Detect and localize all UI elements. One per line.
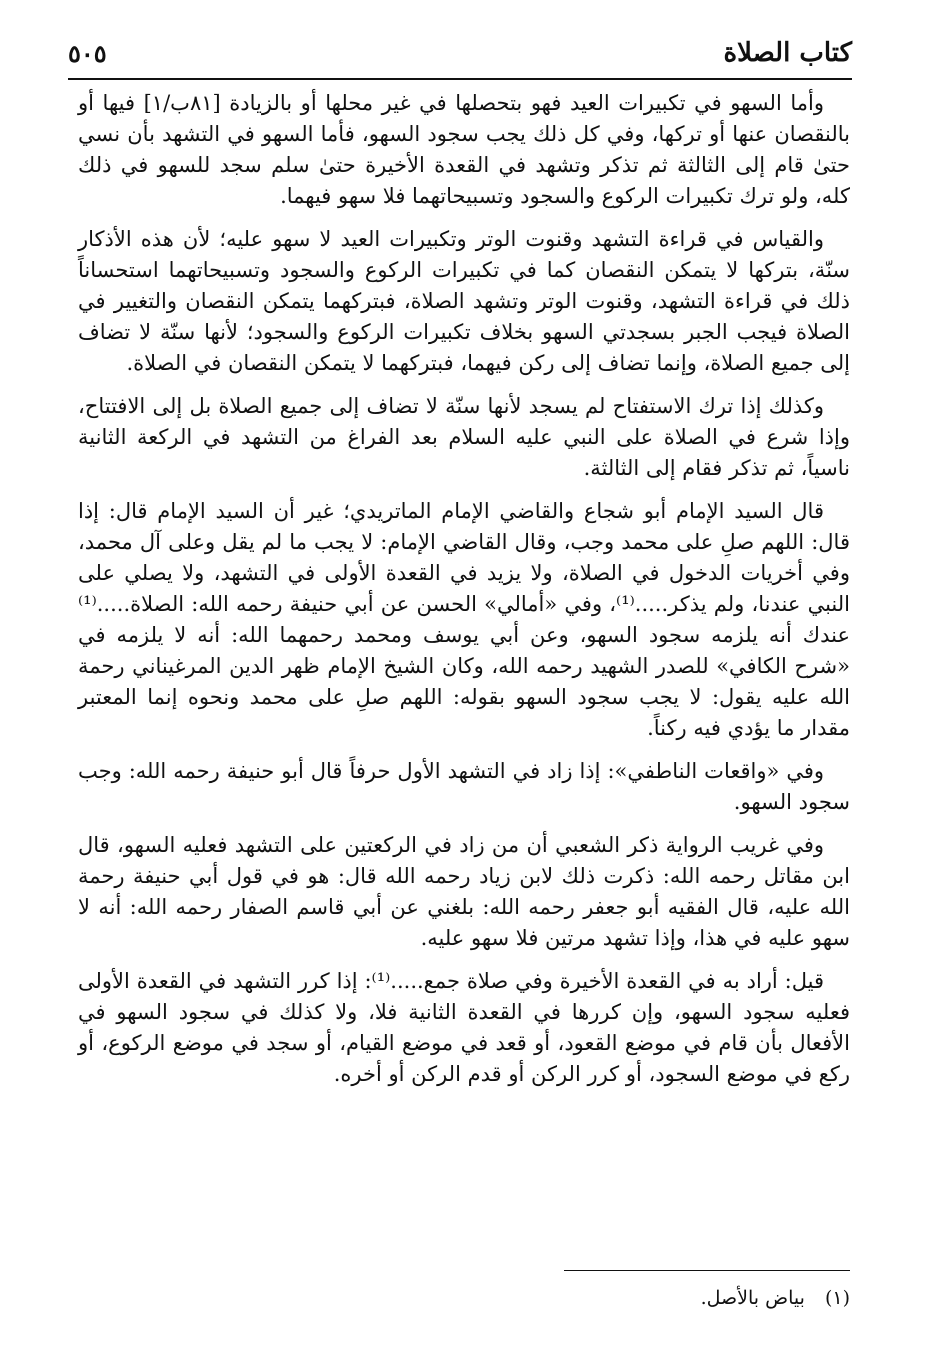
paragraph-3: وكذلك إذا ترك الاستفتاح لم يسجد لأنها سنّة لا تضاف إلى جميع الصلاة بل إلى الافتتاح، وإذا شرع في الصلاة على النبي عليه السلام بعد الفراغ من التشهد في الركعة الثانية ناسياً، ثم تذكر فقام إلى الثالثة. <box>78 394 850 480</box>
paragraph-6: وفي غريب الرواية ذكر الشعبي أن من زاد في الركعتين على التشهد فعليه السهو، قال ابن مقاتل رحمه الله: ذكرت ذلك لابن زياد رحمه الله قال: هو في قول أبي حنيفة رحمة الله عليه، قال الفقيه أبو جعفر رحمه الله: بلغني عن أبي قاسم الصفار رحمه الله: أنه لا سهو عليه في هذا، وإذا تشهد مرتين فلا سهو عليه. <box>78 833 850 950</box>
paragraph-5: وفي «واقعات الناطفي»: إذا زاد في التشهد الأول حرفاً قال أبو حنيفة رحمه الله: وجب سجود السهو. <box>78 759 850 814</box>
footnote-text: بياض بالأصل. <box>700 1287 805 1309</box>
header-divider <box>68 78 852 80</box>
chapter-title: كتاب الصلاة <box>723 38 852 68</box>
page-header <box>68 30 852 74</box>
paragraph-1: وأما السهو في تكبيرات العيد فهو بتحصلها في غير محلها أو بالزيادة [٨١ب/١] فيها أو بالنقصان عنها أو تركها، وفي كل ذلك يجب سجود السهو، فأما السهو في التشهد بأن نسي حتىٰ قام إلى الثالثة ثم تذكر وتشهد في القعدة الأخيرة حتىٰ سلم سجد للسهو في ذلك كله، ولو ترك تكبيرات الركوع والسجود وتسبيحاتهما فلا سهو فيهما. <box>78 91 850 208</box>
footnote-number: (١) <box>824 1287 850 1309</box>
main-text <box>78 88 850 1102</box>
paragraph-4: قال السيد الإمام أبو شجاع والقاضي الإمام الماتريدي؛ غير أن السيد الإمام قال: إذا قال: اللهم صلِ على محمد وجب، وقال القاضي الإمام: لا يجب ما لم يقل وعلى آل محمد، وفي أخريات الدخول في الصلاة، ولا يزيد في القعدة الأولى في التشهد، ولا يصلي على النبي عندنا، ولم يذكر.....⁽¹⁾، وفي «أمالي» الحسن عن أبي حنيفة رحمه الله: الصلاة.....⁽¹⁾ عندك أنه يلزمه سجود السهو، وعن أبي يوسف ومحمد رحمهما الله: أنه لا يلزمه في «شرح الكافي» للصدر الشهيد رحمه الله، وكان الشيخ الإمام ظهر الدين المرغيناني رحمة الله عليه يقول: لا يجب سجود السهو بقوله: اللهم صلِ على محمد ونحوه إنما المعتبر مقدار ما يؤدي فيه ركناً. <box>78 499 850 740</box>
footnote-divider <box>564 1270 850 1271</box>
page-number: ٥٠٥ <box>68 39 107 68</box>
footnote <box>78 1284 850 1312</box>
paragraph-7: قيل: أراد به في القعدة الأخيرة وفي صلاة جمع.....⁽¹⁾: إذا كرر التشهد في القعدة الأولى فعليه سجود السهو، وإن كررها في القعدة الثانية فلا، ولا كذلك في سجود السهو في الأفعال بأن قام في موضع القعود، أو قعد في موضع القيام، أو سجد في موضع الركوع، أو ركع في موضع السجود، أو كرر الركن أو قدم الركن أو أخره. <box>78 969 850 1086</box>
paragraph-2: والقياس في قراءة التشهد وقنوت الوتر وتكبيرات العيد لا سهو عليه؛ لأن هذه الأذكار سنّة، بتركها لا يتمكن النقصان كما في تكبيرات الركوع والسجود وتسبيحاتهما استحساناً ذلك في قراءة التشهد، وقنوت الوتر وتشهد الصلاة، فبتركهما يتمكن النقصان والتغيير في الصلاة فيجب الجبر بسجدتي السهو بخلاف تكبيرات الركوع والسجود؛ لأنها سنّة لا تضاف إلى جميع الصلاة، وإنما تضاف إلى ركن فيهما، فبتركهما لا يتمكن النقصان في الصلاة. <box>78 227 850 375</box>
